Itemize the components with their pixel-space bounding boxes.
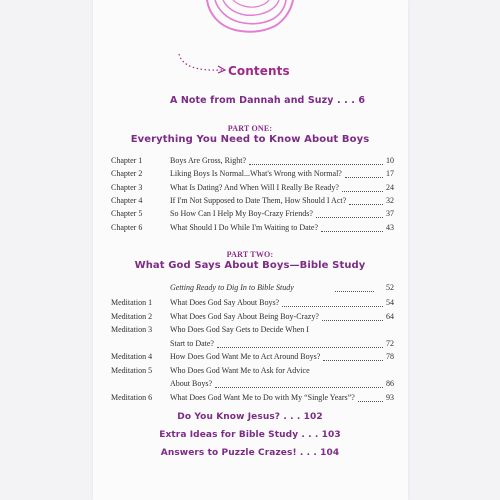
dotted-arrow-icon: [176, 52, 228, 74]
chapter-row-page: 24: [386, 182, 394, 192]
chapter-row-page: 17: [386, 169, 394, 179]
end-item-jesus: Do You Know Jesus? . . . 102: [177, 412, 323, 422]
part-two-title: What God Says About Boys—Bible Study: [134, 260, 366, 271]
dot-leader: [345, 177, 383, 178]
meditation-row-title: Who Does God Say Gets to Decide When I: [170, 325, 309, 334]
meditation-row-page: 64: [386, 311, 394, 321]
chapter-row-page: 32: [386, 195, 394, 205]
meditation-row-page: 93: [386, 392, 394, 402]
chapter-row-title: Liking Boys Is Normal...What's Wrong with Normal?: [170, 169, 342, 179]
chapter-row: [111, 183, 394, 196]
dot-leader: [217, 347, 383, 348]
chapter-row-title: So How Can I Help My Boy-Crazy Friends?: [170, 209, 313, 219]
dot-leader: [249, 164, 383, 165]
dot-leader: [349, 204, 383, 205]
meditation-row-page: 54: [386, 298, 394, 307]
meditation-row-title: What Does God Want Me to Do with My “Single Years”?: [170, 392, 355, 402]
dot-leader: [335, 291, 374, 292]
meditation-row-page: 86: [386, 379, 394, 388]
meditation-row: [111, 312, 394, 325]
meditation-row-title: Start to Date?: [170, 338, 214, 348]
contents-title: Contents: [228, 64, 290, 78]
end-item-answers: Answers to Puzzle Crazes! . . . 104: [160, 448, 340, 458]
meditation-row: [111, 325, 394, 338]
chapter-row-number: Chapter 3: [111, 182, 143, 192]
chapter-row: [111, 209, 394, 222]
part-two-label: PART TWO:: [226, 250, 274, 259]
meditation-row: [111, 393, 394, 406]
chapter-row-number: Chapter 4: [111, 195, 143, 205]
dot-leader: [322, 320, 383, 321]
chapter-row-number: Chapter 2: [111, 169, 143, 179]
bible-study-intro: [170, 283, 394, 296]
chapter-row: [111, 156, 394, 169]
note-entry: A Note from Dannah and Suzy . . . 6: [170, 95, 366, 106]
meditation-row: [111, 366, 394, 379]
part-one-title: Everything You Need to Know About Boys: [130, 134, 370, 145]
chapter-row-page: 10: [386, 156, 394, 165]
chapter-row-title: If I'm Not Supposed to Date Them, How Should I Act?: [170, 195, 347, 205]
dot-leader: [358, 401, 383, 402]
meditation-row-page: 72: [386, 338, 394, 348]
dot-leader: [342, 191, 383, 192]
dot-leader: [321, 231, 383, 232]
intro-title: Getting Ready to Dig In to Bible Study: [170, 283, 294, 292]
part-one-label: PART ONE:: [227, 124, 273, 133]
meditation-row: [111, 339, 394, 352]
meditation-row-page: 78: [386, 352, 394, 361]
meditation-row-title: How Does God Want Me to Act Around Boys?: [170, 352, 321, 361]
chapter-row-number: Chapter 6: [111, 222, 143, 232]
chapter-row-page: 37: [386, 209, 394, 219]
dot-leader: [323, 360, 383, 361]
chapter-row-title: Boys Are Gross, Right?: [170, 156, 246, 165]
end-item-extra-ideas: Extra Ideas for Bible Study . . . 103: [159, 430, 341, 440]
chapter-row: [111, 196, 394, 209]
chapter-row-number: Chapter 1: [111, 156, 143, 165]
meditation-row-number: Meditation 4: [111, 352, 153, 361]
meditation-row-title: About Boys?: [170, 379, 212, 388]
paisley-ornament: [205, 0, 295, 34]
meditation-row: [111, 298, 394, 311]
intro-page: 52: [386, 283, 394, 292]
dot-leader: [316, 217, 383, 218]
chapter-row: [111, 223, 394, 236]
meditation-row-number: Meditation 3: [111, 325, 153, 334]
meditation-row: [111, 352, 394, 365]
meditation-row-title: What Does God Say About Boys?: [170, 298, 280, 307]
meditation-row-title: Who Does God Want Me to Ask for Advice: [170, 365, 310, 375]
chapter-row-number: Chapter 5: [111, 209, 143, 219]
dot-leader: [215, 387, 383, 388]
chapter-row: [111, 169, 394, 182]
chapter-row-page: 43: [386, 222, 394, 232]
meditation-row-number: Meditation 1: [111, 298, 153, 307]
meditation-row-number: Meditation 2: [111, 311, 153, 321]
meditation-row: [111, 379, 394, 392]
dot-leader: [282, 306, 383, 307]
meditation-row-number: Meditation 6: [111, 392, 153, 402]
meditation-row-number: Meditation 5: [111, 365, 153, 375]
meditation-row-title: What Does God Say About Being Boy-Crazy?: [170, 311, 319, 321]
chapter-row-title: What Should I Do While I'm Waiting to Date?: [170, 222, 319, 232]
chapter-row-title: What Is Dating? And When Will I Really Be Ready?: [170, 182, 339, 192]
